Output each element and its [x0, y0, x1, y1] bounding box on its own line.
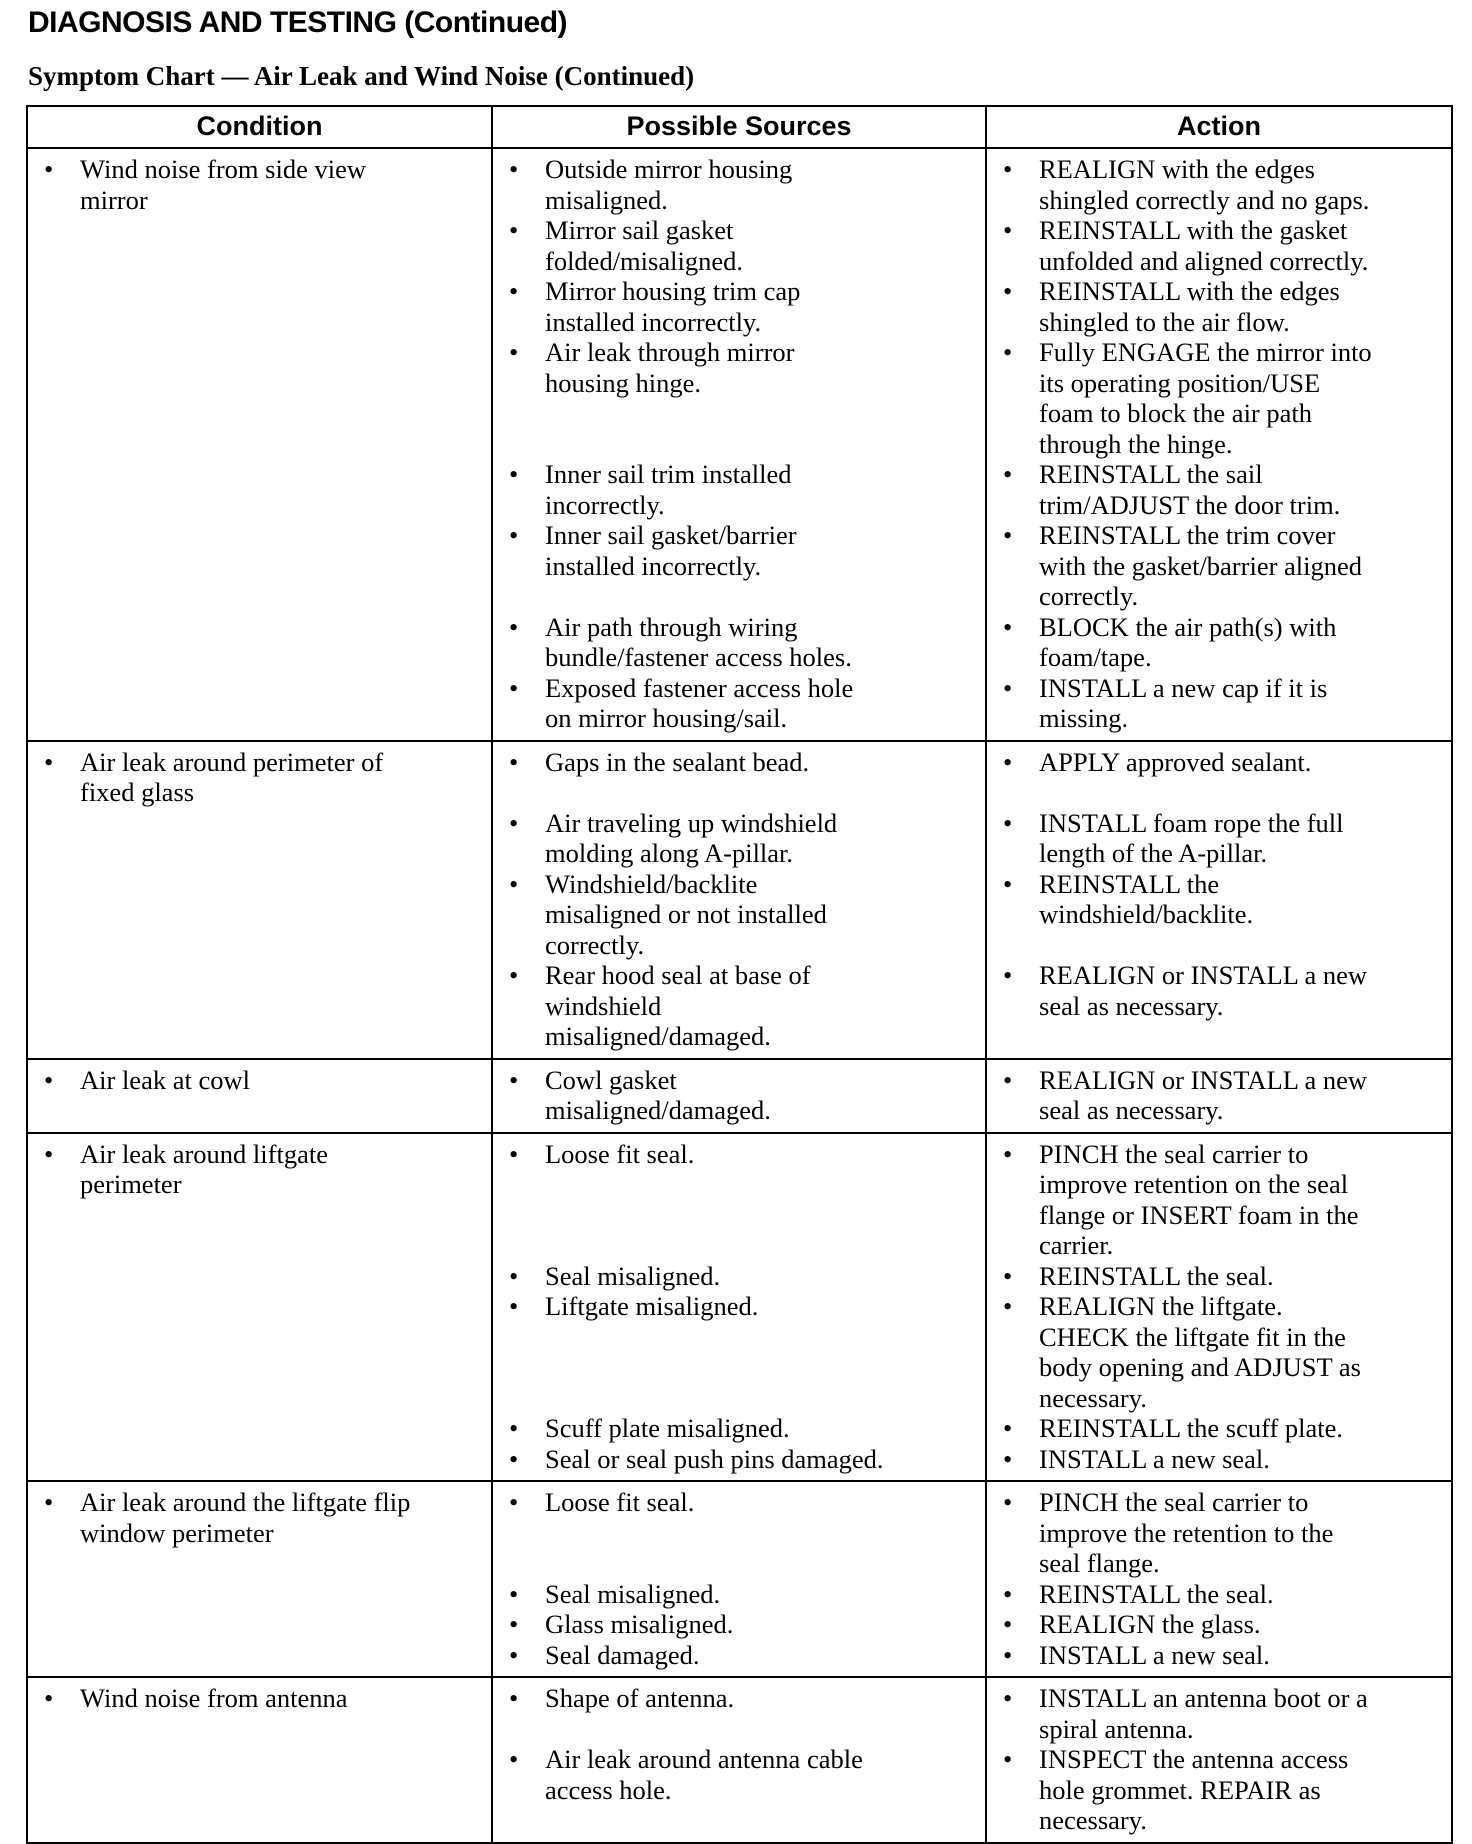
- bullet-icon: •: [1003, 1413, 1013, 1443]
- bullet-icon: •: [509, 1064, 519, 1095]
- sources-cell: [492, 741, 986, 1059]
- condition-cell: [27, 148, 492, 741]
- bullet-icon: •: [1003, 1639, 1013, 1670]
- actions-cell: [986, 1677, 1452, 1843]
- bullet-icon: •: [509, 868, 519, 899]
- action-text: REALIGN the glass.: [1039, 1609, 1261, 1639]
- source-item: [501, 1065, 977, 1126]
- condition-text: Wind noise from antenna: [80, 1683, 348, 1713]
- bullet-icon: •: [509, 520, 519, 550]
- source-item: [501, 520, 977, 581]
- source-text: Windshield/backlite misaligned or not installed correctly.: [545, 868, 827, 960]
- action-item: [995, 1683, 1443, 1744]
- bullet-icon: •: [509, 960, 519, 990]
- bullet-icon: •: [44, 154, 54, 184]
- source-text: Inner sail gasket/barrier installed incorrectly.: [545, 520, 797, 581]
- bullet-icon: •: [509, 337, 519, 367]
- condition-text: Air leak around perimeter of fixed glass: [80, 746, 384, 807]
- bullet-icon: •: [1003, 868, 1013, 899]
- action-text: BLOCK the air path(s) with foam/tape.: [1039, 611, 1337, 672]
- action-item: [995, 276, 1443, 337]
- bullet-icon: •: [1003, 1609, 1013, 1639]
- condition-item: [36, 1065, 483, 1096]
- action-text: PINCH the seal carrier to improve the retention to the seal flange.: [1039, 1487, 1334, 1578]
- bullet-icon: •: [509, 672, 519, 703]
- action-item: [995, 1579, 1443, 1610]
- source-item: [501, 1291, 977, 1322]
- bullet-icon: •: [509, 154, 519, 184]
- action-text: REINSTALL the seal.: [1039, 1260, 1274, 1291]
- action-item: [995, 1139, 1443, 1261]
- condition-cell: [27, 1059, 492, 1133]
- action-text: REINSTALL with the edges shingled to the air flow.: [1039, 276, 1340, 337]
- table-row: [27, 1059, 1452, 1133]
- table-row: [27, 1133, 1452, 1482]
- bullet-icon: •: [509, 215, 519, 245]
- action-text: INSPECT the antenna access hole grommet. REPAIR as necessary.: [1039, 1744, 1349, 1835]
- action-item: [995, 1744, 1443, 1836]
- table-row: [27, 1481, 1452, 1677]
- source-item: [501, 1579, 977, 1610]
- bullet-icon: •: [1003, 746, 1013, 777]
- bullet-icon: •: [1003, 1064, 1013, 1095]
- condition-text: Wind noise from side view mirror: [80, 154, 366, 215]
- sources-cell: [492, 1133, 986, 1482]
- action-text: INSTALL a new seal.: [1039, 1443, 1270, 1474]
- bullet-icon: •: [509, 1744, 519, 1774]
- bullet-icon: •: [44, 1138, 54, 1169]
- bullet-icon: •: [44, 1683, 54, 1713]
- bullet-icon: •: [509, 1138, 519, 1169]
- action-text: Fully ENGAGE the mirror into its operating position/USE foam to block the air path through the hinge.: [1039, 337, 1372, 459]
- source-text: Shape of antenna.: [545, 1683, 735, 1713]
- bullet-icon: •: [44, 1487, 54, 1517]
- action-text: REINSTALL with the gasket unfolded and aligned correctly.: [1039, 215, 1369, 276]
- bullet-icon: •: [509, 611, 519, 642]
- action-item: [995, 673, 1443, 734]
- source-item: [501, 1487, 977, 1518]
- condition-item: [36, 154, 483, 215]
- bullet-icon: •: [509, 276, 519, 306]
- column-header-action: Action: [986, 106, 1452, 148]
- condition-item: [36, 1683, 483, 1714]
- action-item: [995, 1261, 1443, 1292]
- action-text: REINSTALL the sail trim/ADJUST the door trim.: [1039, 459, 1341, 520]
- source-text: Seal or seal push pins damaged.: [545, 1443, 884, 1474]
- actions-cell: [986, 148, 1452, 741]
- bullet-icon: •: [509, 1578, 519, 1609]
- source-item: [501, 960, 977, 1052]
- action-item: [995, 154, 1443, 215]
- bullet-icon: •: [509, 1291, 519, 1321]
- sources-cell: [492, 1059, 986, 1133]
- source-item: [501, 1413, 977, 1444]
- source-item: [501, 1261, 977, 1292]
- actions-cell: [986, 1059, 1452, 1133]
- condition-text: Air leak at cowl: [80, 1064, 250, 1095]
- action-item: [995, 459, 1443, 520]
- action-item: [995, 1487, 1443, 1579]
- source-text: Seal misaligned.: [545, 1578, 721, 1609]
- actions-cell: [986, 741, 1452, 1059]
- source-text: Loose fit seal.: [545, 1138, 695, 1169]
- condition-text: Air leak around the liftgate flip window perimeter: [80, 1487, 411, 1548]
- bullet-icon: •: [1003, 1744, 1013, 1774]
- action-item: [995, 869, 1443, 930]
- source-item: [501, 215, 977, 276]
- actions-cell: [986, 1481, 1452, 1677]
- action-item: [995, 337, 1443, 459]
- chart-title: Symptom Chart — Air Leak and Wind Noise (Continued): [28, 61, 695, 91]
- source-text: Air leak through mirror housing hinge.: [545, 337, 795, 398]
- source-item: [501, 1640, 977, 1671]
- bullet-icon: •: [1003, 1443, 1013, 1474]
- table-header-row: [27, 106, 1452, 148]
- column-header-possible-sources: Possible Sources: [492, 106, 986, 148]
- source-text: Inner sail trim installed incorrectly.: [545, 459, 792, 520]
- source-text: Seal misaligned.: [545, 1260, 721, 1291]
- source-text: Glass misaligned.: [545, 1609, 734, 1639]
- action-text: REALIGN or INSTALL a new seal as necessary.: [1039, 1064, 1368, 1125]
- condition-cell: [27, 741, 492, 1059]
- bullet-icon: •: [509, 746, 519, 777]
- source-text: Scuff plate misaligned.: [545, 1413, 790, 1443]
- source-text: Exposed fastener access hole on mirror housing/sail.: [545, 672, 854, 733]
- source-item: [501, 869, 977, 961]
- source-item: [501, 1444, 977, 1475]
- table-body: [27, 148, 1452, 1843]
- bullet-icon: •: [44, 746, 54, 777]
- source-item: [501, 1744, 977, 1805]
- action-text: REALIGN or INSTALL a new seal as necessary.: [1039, 960, 1368, 1021]
- action-item: [995, 1609, 1443, 1640]
- source-text: Loose fit seal.: [545, 1487, 695, 1517]
- action-item: [995, 1640, 1443, 1671]
- actions-cell: [986, 1133, 1452, 1482]
- bullet-icon: •: [1003, 459, 1013, 489]
- source-item: [501, 612, 977, 673]
- bullet-icon: •: [44, 1064, 54, 1095]
- source-text: Rear hood seal at base of windshield misaligned/damaged.: [545, 960, 811, 1051]
- source-item: [501, 459, 977, 520]
- source-item: [501, 747, 977, 778]
- bullet-icon: •: [1003, 960, 1013, 990]
- bullet-icon: •: [1003, 154, 1013, 184]
- sources-cell: [492, 1481, 986, 1677]
- source-text: Seal damaged.: [545, 1639, 700, 1670]
- symptom-chart-table: [26, 105, 1453, 1844]
- bullet-icon: •: [509, 1487, 519, 1517]
- source-item: [501, 276, 977, 337]
- action-item: [995, 520, 1443, 612]
- condition-item: [36, 1139, 483, 1200]
- bullet-icon: •: [1003, 1260, 1013, 1291]
- bullet-icon: •: [1003, 520, 1013, 550]
- source-text: Cowl gasket misaligned/damaged.: [545, 1064, 771, 1125]
- source-text: Gaps in the sealant bead.: [545, 746, 810, 777]
- action-text: APPLY approved sealant.: [1039, 746, 1312, 777]
- source-item: [501, 1139, 977, 1170]
- table-row: [27, 148, 1452, 741]
- action-text: REALIGN with the edges shingled correctly and no gaps.: [1039, 154, 1370, 215]
- action-text: REINSTALL the seal.: [1039, 1578, 1274, 1609]
- source-item: [501, 808, 977, 869]
- bullet-icon: •: [1003, 807, 1013, 838]
- source-item: [501, 1609, 977, 1640]
- action-text: INSTALL a new seal.: [1039, 1639, 1270, 1670]
- action-item: [995, 1065, 1443, 1126]
- bullet-icon: •: [1003, 276, 1013, 306]
- action-item: [995, 808, 1443, 869]
- condition-cell: [27, 1481, 492, 1677]
- source-item: [501, 1683, 977, 1714]
- source-text: Air path through wiring bundle/fastener access holes.: [545, 611, 852, 672]
- bullet-icon: •: [509, 1683, 519, 1713]
- action-item: [995, 215, 1443, 276]
- bullet-icon: •: [509, 1639, 519, 1670]
- bullet-icon: •: [509, 807, 519, 838]
- bullet-icon: •: [1003, 1138, 1013, 1169]
- condition-item: [36, 747, 483, 808]
- bullet-icon: •: [1003, 672, 1013, 703]
- action-item: [995, 612, 1443, 673]
- action-text: REALIGN the liftgate. CHECK the liftgate fit in the body opening and ADJUST as necessary.: [1039, 1291, 1361, 1413]
- bullet-icon: •: [1003, 1487, 1013, 1517]
- source-text: Liftgate misaligned.: [545, 1291, 759, 1321]
- source-text: Air traveling up windshield molding along A-pillar.: [545, 807, 838, 868]
- action-text: REINSTALL the scuff plate.: [1039, 1413, 1344, 1443]
- source-item: [501, 154, 977, 215]
- action-item: [995, 1444, 1443, 1475]
- action-item: [995, 960, 1443, 1021]
- table-row: [27, 1677, 1452, 1843]
- action-item: [995, 1291, 1443, 1413]
- action-text: INSTALL a new cap if it is missing.: [1039, 672, 1328, 733]
- source-text: Outside mirror housing misaligned.: [545, 154, 793, 215]
- action-text: INSTALL an antenna boot or a spiral antenna.: [1039, 1683, 1368, 1744]
- source-text: Mirror housing trim cap installed incorrectly.: [545, 276, 801, 337]
- bullet-icon: •: [1003, 337, 1013, 367]
- sources-cell: [492, 1677, 986, 1843]
- bullet-icon: •: [509, 1413, 519, 1443]
- action-text: REINSTALL the windshield/backlite.: [1039, 868, 1254, 929]
- source-item: [501, 673, 977, 734]
- bullet-icon: •: [1003, 611, 1013, 642]
- action-text: REINSTALL the trim cover with the gasket/barrier aligned correctly.: [1039, 520, 1363, 611]
- condition-cell: [27, 1677, 492, 1843]
- condition-item: [36, 1487, 483, 1548]
- bullet-icon: •: [1003, 1291, 1013, 1321]
- source-item: [501, 337, 977, 398]
- bullet-icon: •: [509, 459, 519, 489]
- bullet-icon: •: [509, 1443, 519, 1474]
- bullet-icon: •: [1003, 215, 1013, 245]
- action-item: [995, 747, 1443, 778]
- sources-cell: [492, 148, 986, 741]
- condition-cell: [27, 1133, 492, 1482]
- bullet-icon: •: [509, 1260, 519, 1291]
- condition-text: Air leak around liftgate perimeter: [80, 1138, 328, 1199]
- table-row: [27, 741, 1452, 1059]
- bullet-icon: •: [1003, 1578, 1013, 1609]
- action-text: INSTALL foam rope the full length of the A-pillar.: [1039, 807, 1344, 868]
- source-text: Air leak around antenna cable access hole.: [545, 1744, 863, 1805]
- bullet-icon: •: [1003, 1683, 1013, 1713]
- action-item: [995, 1413, 1443, 1444]
- page-title: DIAGNOSIS AND TESTING (Continued): [28, 6, 568, 39]
- column-header-condition: Condition: [27, 106, 492, 148]
- bullet-icon: •: [509, 1609, 519, 1639]
- source-text: Mirror sail gasket folded/misaligned.: [545, 215, 743, 276]
- action-text: PINCH the seal carrier to improve retention on the seal flange or INSERT foam in the carrier.: [1039, 1138, 1359, 1260]
